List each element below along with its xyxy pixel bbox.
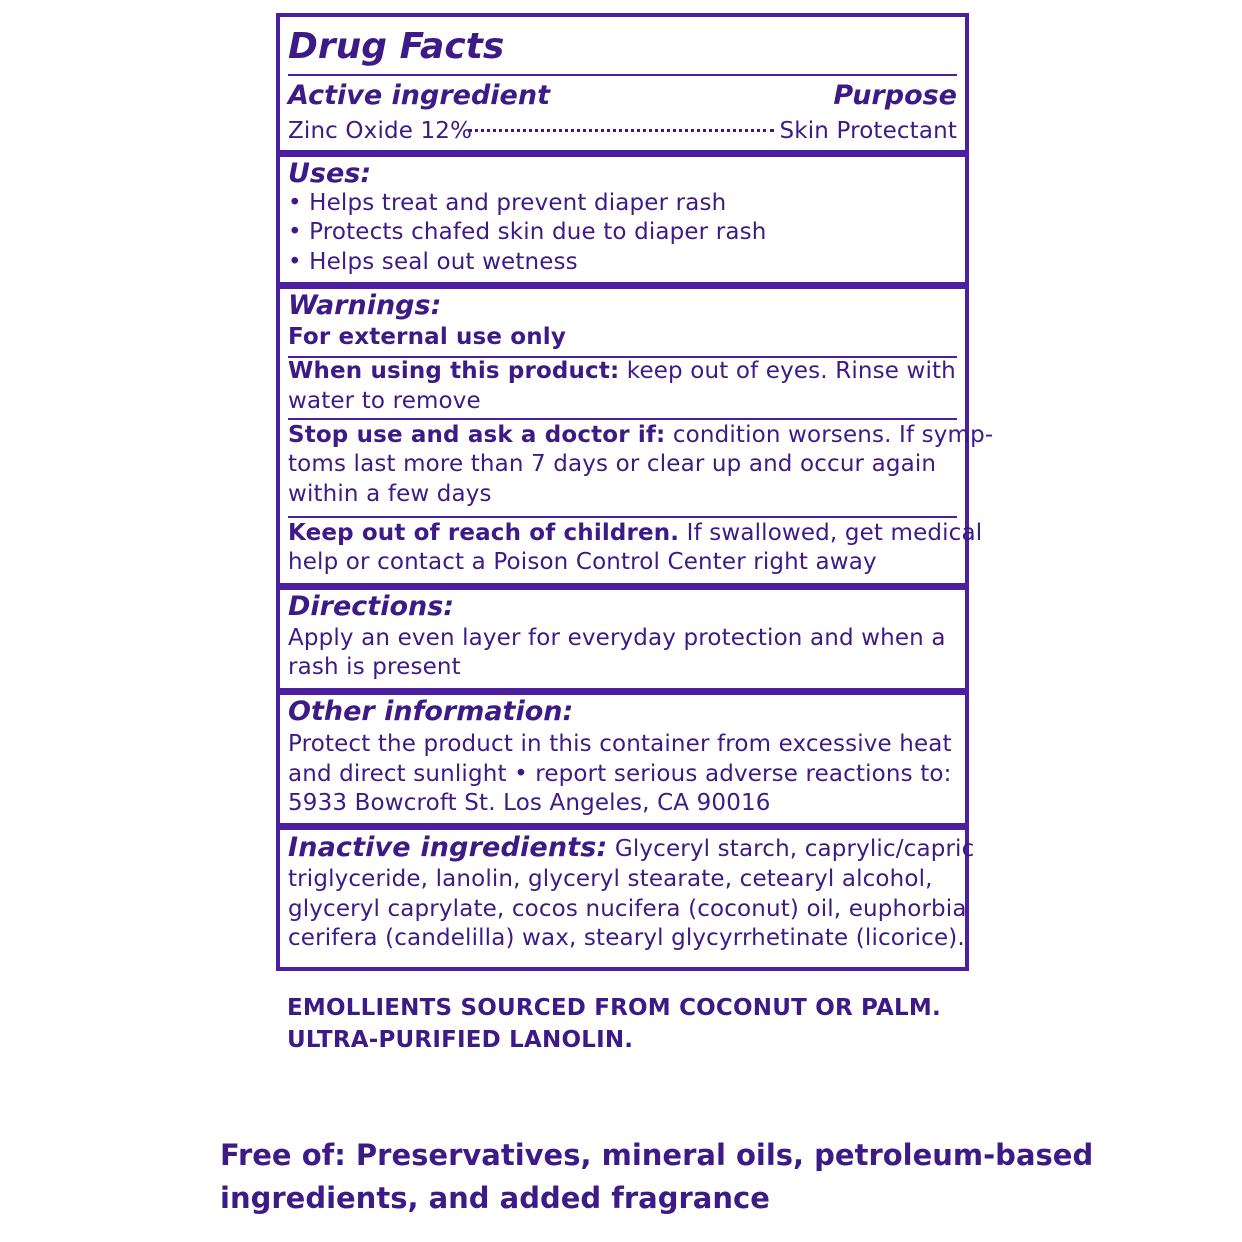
directions-text: rash is present: [288, 654, 461, 680]
section-divider-uses: [280, 150, 965, 157]
other-information-text: 5933 Bowcroft St. Los Angeles, CA 90016: [288, 790, 771, 816]
inactive-ingredients-heading: Inactive ingredients:: [288, 832, 608, 863]
inactive-ingredients-text: triglyceride, lanolin, glyceryl stearate, cetearyl alcohol,: [288, 866, 933, 892]
inactive-ingredients-text: Glyceryl starch, caprylic/capric: [607, 836, 975, 862]
when-using-label: When using this product:: [288, 358, 620, 384]
title-rule: [288, 74, 957, 76]
leader-dots: [468, 129, 774, 132]
drug-facts-title: Drug Facts: [288, 26, 505, 67]
warnings-heading: Warnings:: [288, 290, 442, 321]
active-ingredient-row: [288, 117, 957, 147]
stop-use-text-cont: toms last more than 7 days or clear up and occur again: [288, 451, 937, 477]
section-divider-warnings: [280, 282, 965, 289]
other-information-heading: Other information:: [288, 696, 574, 727]
other-information-text: and direct sunlight • report serious adverse reactions to:: [288, 761, 952, 787]
drug-facts-panel: [276, 13, 994, 971]
active-ingredient-heading: Active ingredient: [288, 80, 550, 111]
directions-text: Apply an even layer for everyday protection and when a: [288, 625, 946, 651]
warnings-rule: [288, 418, 957, 420]
keep-out-text-cont: help or contact a Poison Control Center right away: [288, 549, 877, 575]
active-ingredient-purpose: Skin Protectant: [779, 118, 957, 144]
stop-use-text-cont: within a few days: [288, 481, 492, 507]
directions-heading: Directions:: [288, 591, 455, 622]
emollients-note-line: EMOLLIENTS SOURCED FROM COCONUT OR PALM.: [287, 995, 941, 1021]
keep-out-line: [288, 519, 982, 549]
when-using-line: [288, 357, 956, 387]
stop-use-text: condition worsens. If symp-: [665, 422, 994, 448]
section-divider-inactive-ingredients: [280, 823, 965, 830]
uses-heading: Uses:: [288, 158, 372, 189]
stop-use-label: Stop use and ask a doctor if:: [288, 422, 666, 448]
when-using-text: keep out of eyes. Rinse with: [619, 358, 956, 384]
warnings-rule: [288, 516, 957, 518]
purpose-heading: Purpose: [833, 80, 957, 111]
emollients-note-line: ULTRA-PURIFIED LANOLIN.: [287, 1027, 634, 1053]
section-divider-directions: [280, 583, 965, 590]
active-ingredient-name: Zinc Oxide 12%: [288, 118, 473, 144]
free-of-line: Free of: Preservatives, mineral oils, petroleum-based: [220, 1138, 1094, 1172]
uses-item: • Protects chafed skin due to diaper rash: [288, 219, 767, 245]
emollients-note: [287, 992, 941, 1056]
inactive-ingredients-text: glyceryl caprylate, cocos nucifera (coconut) oil, euphorbia: [288, 896, 967, 922]
when-using-text-cont: water to remove: [288, 388, 481, 414]
external-use-text: For external use only: [288, 324, 566, 350]
other-information-text: Protect the product in this container from excessive heat: [288, 731, 952, 757]
uses-item: • Helps seal out wetness: [288, 249, 578, 275]
section-divider-other-information: [280, 688, 965, 695]
free-of-line: ingredients, and added fragrance: [220, 1181, 770, 1215]
keep-out-text: If swallowed, get medical: [679, 520, 983, 546]
inactive-ingredients-line: [288, 833, 974, 865]
uses-item: • Helps treat and prevent diaper rash: [288, 190, 727, 216]
stop-use-line: [288, 421, 993, 451]
keep-out-label: Keep out of reach of children.: [288, 520, 680, 546]
inactive-ingredients-text: cerifera (candelilla) wax, stearyl glycyrrhetinate (licorice).: [288, 925, 965, 951]
free-of-statement: [220, 1134, 1093, 1220]
